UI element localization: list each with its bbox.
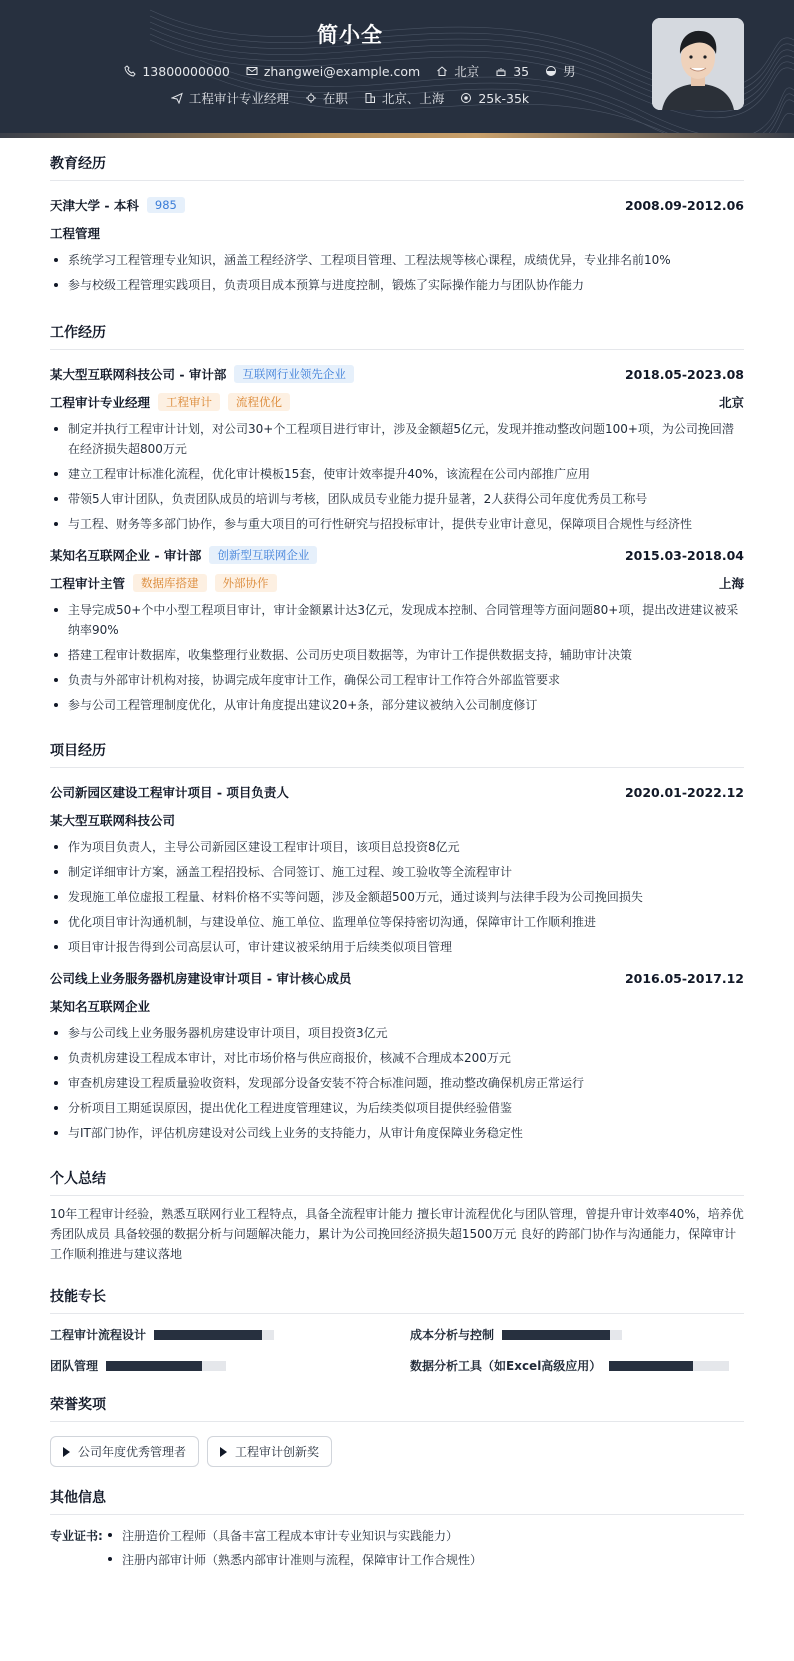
list-item: 负责机房建设工程成本审计，对比市场价格与供应商报价，核减不合理成本200万元: [50, 1048, 744, 1068]
skill-bar-fill: [106, 1361, 202, 1371]
project-name: 公司线上业务服务器机房建设审计项目 - 审计核心成员: [50, 971, 352, 986]
project-bullets: [50, 837, 744, 957]
work-entry-head: [50, 363, 744, 385]
summary-section: [50, 1148, 744, 1264]
status-icon: [305, 92, 317, 104]
skill-bar: [502, 1330, 622, 1340]
project-period: 2020.01-2022.12: [624, 784, 744, 800]
salary-text: 25k-35k: [478, 90, 530, 106]
job-title: 工程审计专业经理: [50, 395, 151, 410]
work-city: 上海: [718, 576, 744, 591]
project-bullets: [50, 1023, 744, 1143]
list-item: 主导完成50+个中小型工程项目审计，审计金额累计达3亿元，发现成本控制、合同管理等方面问题80+项，提出改进建议被采纳率90%: [50, 600, 744, 640]
skill-item: [410, 1357, 744, 1374]
salary-item: [460, 89, 529, 107]
certificates-row: [50, 1525, 744, 1573]
city-item: [436, 62, 479, 80]
school-tag: 985: [147, 197, 185, 213]
major-name: 工程管理: [50, 226, 101, 241]
locations-item: [364, 89, 445, 107]
list-item: 负责与外部审计机构对接，协调完成年度审计工作，确保公司工程审计工作符合外部监管要求: [50, 670, 744, 690]
skill-bar-fill: [502, 1330, 610, 1340]
play-icon: [63, 1447, 70, 1457]
summary-text: 10年工程审计经验，熟悉互联网行业工程特点，具备全流程审计能力 擅长审计流程优化与团队管理，曾提升审计效率40%，培养优秀团队成员 具备较强的数据分析与问题解决能力，累计为公司挽回经济损失超1500万元 良好的跨部门协作与沟通能力，保障审计工作顺利推进与建议落地: [50, 1207, 744, 1261]
building-icon: [364, 92, 376, 104]
resume-header: [0, 0, 794, 138]
home-icon: [436, 65, 448, 77]
status-text: 在职: [322, 91, 348, 106]
awards-list: [50, 1436, 744, 1467]
list-item: 与工程、财务等多部门协作，参与重大项目的可行性研究与招投标审计，提供专业审计意见，保障项目合规性与经济性: [50, 514, 744, 534]
project-entry: [50, 967, 744, 1143]
position-text: 工程审计专业经理: [188, 91, 289, 106]
status-item: [305, 89, 348, 107]
list-item: 系统学习工程管理专业知识，涵盖工程经济学、工程项目管理、工程法规等核心课程，成绩优异，专业排名前10%: [50, 250, 744, 270]
list-item: 建立工程审计标准化流程，优化审计模板15套，使审计效率提升40%，该流程在公司内部推广应用: [50, 464, 744, 484]
certificates-list: [104, 1525, 482, 1573]
work-entry: [50, 544, 744, 715]
list-item: 与IT部门协作，评估机房建设对公司线上业务的支持能力，从审计角度保障业务稳定性: [50, 1123, 744, 1143]
skill-name: 数据分析工具（如Excel高级应用）: [410, 1359, 602, 1373]
skill-item: [410, 1326, 744, 1343]
skill-tag: 工程审计: [158, 393, 220, 411]
locations-text: 北京、上海: [381, 91, 445, 106]
age-item: [495, 62, 529, 80]
resume-body: [50, 138, 744, 1573]
list-item: 注册造价工程师（具备丰富工程成本审计专业知识与实践能力）: [104, 1525, 482, 1547]
education-bullets: [50, 250, 744, 295]
project-period: 2016.05-2017.12: [624, 970, 744, 986]
email-item: [246, 62, 420, 80]
list-item: 发现施工单位虚报工程量、材料价格不实等问题，涉及金额超500万元，通过谈判与法律手段为公司挽回损失: [50, 887, 744, 907]
award-item: [207, 1436, 332, 1467]
project-org: 某大型互联网科技公司: [50, 813, 176, 828]
award-label: 公司年度优秀管理者: [78, 1445, 187, 1459]
skill-tag: 外部协作: [215, 574, 277, 592]
gender-icon: [545, 65, 557, 77]
work-period: 2015.03-2018.04: [624, 547, 744, 563]
list-item: 作为项目负责人，主导公司新园区建设工程审计项目，该项目总投资8亿元: [50, 837, 744, 857]
project-name: 公司新园区建设工程审计项目 - 项目负责人: [50, 785, 289, 800]
skill-name: 团队管理: [50, 1359, 99, 1373]
education-period: 2008.09-2012.06: [624, 197, 744, 213]
mail-icon: [246, 65, 258, 77]
skills-grid: [50, 1326, 744, 1374]
city-text: 北京: [454, 64, 480, 79]
award-item: [50, 1436, 199, 1467]
skill-item: [50, 1357, 384, 1374]
award-label: 工程审计创新奖: [235, 1445, 320, 1459]
skill-bar: [106, 1361, 226, 1371]
avatar-portrait: [652, 18, 744, 110]
skill-tag: 数据库搭建: [133, 574, 207, 592]
age-text: 35: [513, 63, 530, 79]
section-title-summary: 个人总结: [50, 1168, 744, 1196]
awards-section: [50, 1374, 744, 1467]
skills-section: [50, 1264, 744, 1374]
skill-bar: [609, 1361, 729, 1371]
education-section: [50, 138, 744, 295]
company-name: 某大型互联网科技公司 - 审计部: [50, 367, 227, 382]
list-item: 项目审计报告得到公司高层认可，审计建议被采纳用于后续类似项目管理: [50, 937, 744, 957]
work-entry-head: [50, 544, 744, 566]
work-bullets: [50, 600, 744, 715]
skill-bar: [154, 1330, 274, 1340]
candidate-name: 简小全: [317, 23, 383, 47]
section-title-awards: 荣誉奖项: [50, 1394, 744, 1422]
skill-item: [50, 1326, 384, 1343]
work-bullets: [50, 419, 744, 534]
company-tag: 创新型互联网企业: [209, 546, 317, 564]
gender-text: 男: [563, 64, 576, 79]
education-major: [50, 222, 744, 244]
list-item: 审查机房建设工程质量验收资料，发现部分设备安装不符合标准问题，推动整改确保机房正常运行: [50, 1073, 744, 1093]
coin-icon: [460, 92, 472, 104]
section-title-work: 工作经历: [50, 322, 744, 350]
work-section: [50, 300, 744, 715]
job-title: 工程审计主管: [50, 576, 126, 591]
section-title-other: 其他信息: [50, 1487, 744, 1515]
work-period: 2018.05-2023.08: [624, 366, 744, 382]
other-section: [50, 1467, 744, 1573]
work-entry: [50, 363, 744, 534]
project-org-row: [50, 995, 744, 1017]
skill-bar-fill: [154, 1330, 262, 1340]
school-name: 天津大学 - 本科: [50, 198, 139, 213]
list-item: 制定并执行工程审计计划，对公司30+个工程项目进行审计，涉及金额超5亿元，发现并推动整改问题100+项，为公司挽回潜在经济损失超800万元: [50, 419, 744, 459]
phone-icon: [124, 65, 136, 77]
skill-name: 工程审计流程设计: [50, 1328, 147, 1342]
gender-item: [545, 62, 576, 80]
email-text: zhangwei@example.com: [263, 63, 421, 79]
phone-item: [124, 62, 229, 80]
list-item: 搭建工程审计数据库，收集整理行业数据、公司历史项目数据等，为审计工作提供数据支持，辅助审计决策: [50, 645, 744, 665]
job-intent-row: [0, 89, 700, 107]
project-entry: [50, 781, 744, 957]
skill-tag: 流程优化: [228, 393, 290, 411]
list-item: 注册内部审计师（熟悉内部审计准则与流程，保障审计工作合规性）: [104, 1549, 482, 1571]
company-tag: 互联网行业领先企业: [234, 365, 354, 383]
cake-icon: [495, 65, 507, 77]
section-title-skills: 技能专长: [50, 1286, 744, 1314]
phone-text: 13800000000: [142, 63, 230, 79]
work-role-row: [50, 391, 744, 413]
skill-bar-fill: [609, 1361, 693, 1371]
position-item: [171, 89, 289, 107]
avatar: [652, 18, 744, 110]
project-head: [50, 967, 744, 989]
send-icon: [171, 92, 183, 104]
company-name: 某知名互联网企业 - 审计部: [50, 548, 202, 563]
list-item: 优化项目审计沟通机制，与建设单位、施工单位、监理单位等保持密切沟通，保障审计工作顺利推进: [50, 912, 744, 932]
project-head: [50, 781, 744, 803]
list-item: 带领5人审计团队，负责团队成员的培训与考核，团队成员专业能力提升显著，2人获得公司年度优秀员工称号: [50, 489, 744, 509]
projects-section: [50, 720, 744, 1143]
list-item: 参与公司线上业务服务器机房建设审计项目，项目投资3亿元: [50, 1023, 744, 1043]
skill-name: 成本分析与控制: [410, 1328, 495, 1342]
list-item: 分析项目工期延误原因，提出优化工程进度管理建议，为后续类似项目提供经验借鉴: [50, 1098, 744, 1118]
list-item: 参与公司工程管理制度优化，从审计角度提出建议20+条，部分建议被纳入公司制度修订: [50, 695, 744, 715]
certificates-label: 专业证书:: [50, 1529, 103, 1543]
work-role-row: [50, 572, 744, 594]
play-icon: [220, 1447, 227, 1457]
list-item: 制定详细审计方案，涵盖工程招投标、合同签订、施工过程、竣工验收等全流程审计: [50, 862, 744, 882]
section-title-projects: 项目经历: [50, 740, 744, 768]
work-city: 北京: [718, 395, 744, 410]
section-title-education: 教育经历: [50, 153, 744, 181]
list-item: 参与校级工程管理实践项目，负责项目成本预算与进度控制，锻炼了实际操作能力与团队协作能力: [50, 275, 744, 295]
project-org: 某知名互联网企业: [50, 999, 151, 1014]
education-entry-head: [50, 194, 744, 216]
contact-row: [0, 62, 700, 80]
project-org-row: [50, 809, 744, 831]
